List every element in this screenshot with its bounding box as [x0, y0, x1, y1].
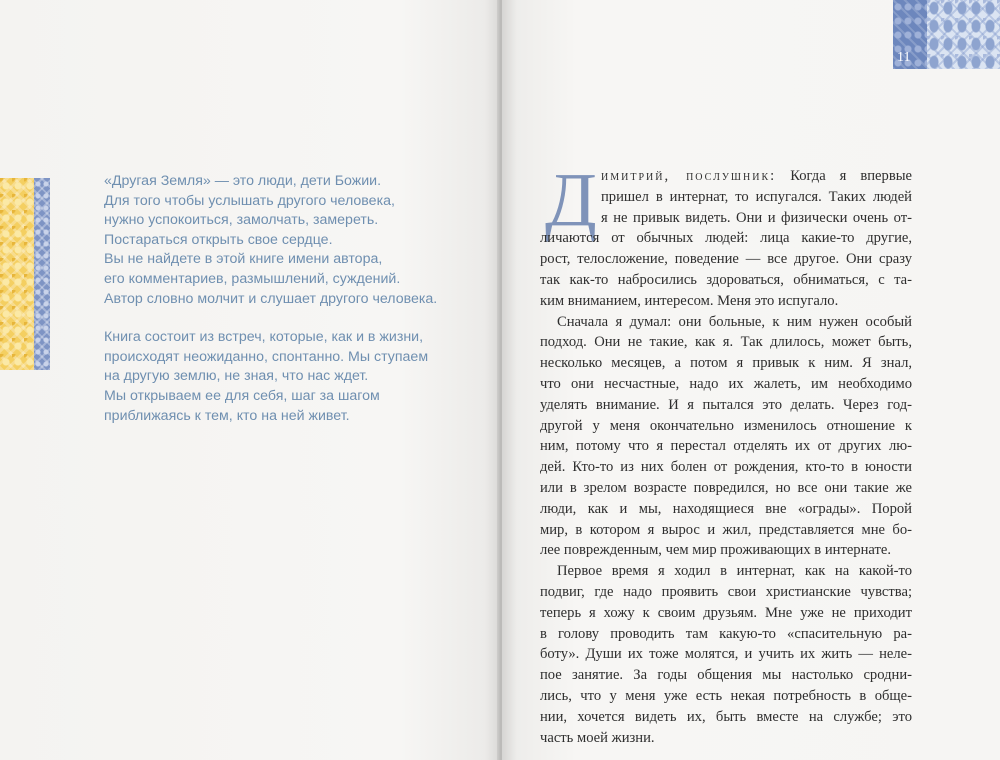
intro-line: Постараться открыть свое сердце. — [104, 231, 333, 248]
first-line-text: Когда я впервые — [790, 168, 913, 184]
speaker-name: имитрий, послушник: — [601, 168, 777, 184]
text-line: уделять внимание. И я пытался это делать. Через год- — [540, 396, 912, 413]
intro-line: нужно успокоиться, замолчать, замереть. — [104, 212, 379, 229]
text-line: так как-то набросились здороваться, обниматься, с та- — [540, 271, 912, 288]
text-line: нии, хочется видеть их, быть вместе на службе; это — [540, 708, 912, 725]
page-corner-ornament — [893, 0, 1000, 69]
paragraph-3 — [540, 561, 912, 748]
text-line: подвиг, где надо проявить свои христианские чувства; — [540, 583, 912, 600]
intro-paragraph-1 — [104, 172, 444, 309]
main-text — [540, 166, 912, 748]
page-number: 11 — [897, 50, 911, 65]
text-line: или в зрелом возрасте повредился, но все они такие же — [540, 479, 912, 496]
text-line: ним, потому что я перестал отделять их от других лю- — [540, 438, 912, 455]
text-line: Первое время я ходил в интернат, как на какой-то — [557, 563, 912, 580]
text-line: несколько месяцев, а потом я привык к ним. Я знал, — [540, 355, 912, 372]
text-line: что они несчастные, надо их жалеть, им необходимо — [540, 375, 912, 392]
intro-line: на другую землю, не зная, что нас ждет. — [104, 368, 369, 385]
text-line: дей. Кто-то из них болен от рождения, кто-то в юности — [540, 459, 912, 476]
intro-line: Вы не найдете в этой книге имени автора, — [104, 251, 383, 268]
text-line: теперь я хожу к своим друзьям. Мне уже не приходит — [540, 604, 912, 621]
blue-ornament — [34, 178, 50, 370]
paragraph-1 — [540, 166, 912, 312]
intro-line: Книга состоит из встреч, которые, как и в жизни, — [104, 329, 424, 346]
intro-line: Мы открываем ее для себя, шаг за шагом — [104, 387, 380, 404]
text-line: я не привык видеть. Они и физически очень от- — [601, 209, 912, 226]
yellow-ornament — [0, 178, 34, 370]
text-line: мир, в котором я вырос и жил, представляется мне бо- — [540, 521, 912, 538]
text-line: лись, что у меня уже есть некая потребность в обще- — [540, 687, 912, 704]
drop-cap: Д — [545, 158, 597, 242]
text-line: пое занятие. За годы общения мы настолько сродни- — [540, 667, 912, 684]
text-line: другой у меня окончательно изменилось отношение к — [540, 417, 912, 434]
intro-line: Для того чтобы услышать другого человека, — [104, 192, 395, 209]
text-line: боту». Души их тоже молятся, и учить их жить — неле- — [540, 646, 912, 663]
text-line: ким вниманием, интересом. Меня это испугало. — [540, 292, 839, 309]
intro-line: приближаясь к тем, кто на ней живет. — [104, 407, 350, 424]
corner-pattern — [927, 0, 1000, 69]
text-line: подход. Они не такие, как я. Так длилось, может быть, — [540, 334, 912, 351]
intro-line: «Другая Земля» — это люди, дети Божии. — [104, 173, 382, 189]
text-line — [540, 166, 912, 187]
intro-line: Автор словно молчит и слушает другого человека. — [104, 290, 438, 307]
paragraph-2 — [540, 312, 912, 562]
intro-text — [104, 172, 444, 445]
text-line: рост, телосложение, поведение — все другое. Они сразу — [540, 251, 912, 268]
text-line: в голову проводить там какую-то «спасительную ра- — [540, 625, 912, 642]
text-line: личаются от обычных людей: лица какие-то другие, — [540, 230, 912, 247]
page-number-box — [893, 0, 927, 69]
intro-line: его комментариев, размышлений, суждений. — [104, 270, 401, 287]
intro-line: происходят неожиданно, спонтанно. Мы ступаем — [104, 348, 429, 365]
text-line: люди, как и мы, находящиеся вне «ограды». Порой — [540, 500, 912, 517]
text-line: Сначала я думал: они больные, к ним нужен особый — [557, 313, 912, 330]
text-line: лее поврежденным, чем мир проживающих в интернате. — [540, 542, 892, 559]
ornament-strip — [0, 178, 50, 370]
text-line: пришел в интернат, то испугался. Таких людей — [601, 188, 912, 205]
intro-paragraph-2 — [104, 328, 444, 426]
text-line: часть моей жизни. — [540, 729, 655, 746]
